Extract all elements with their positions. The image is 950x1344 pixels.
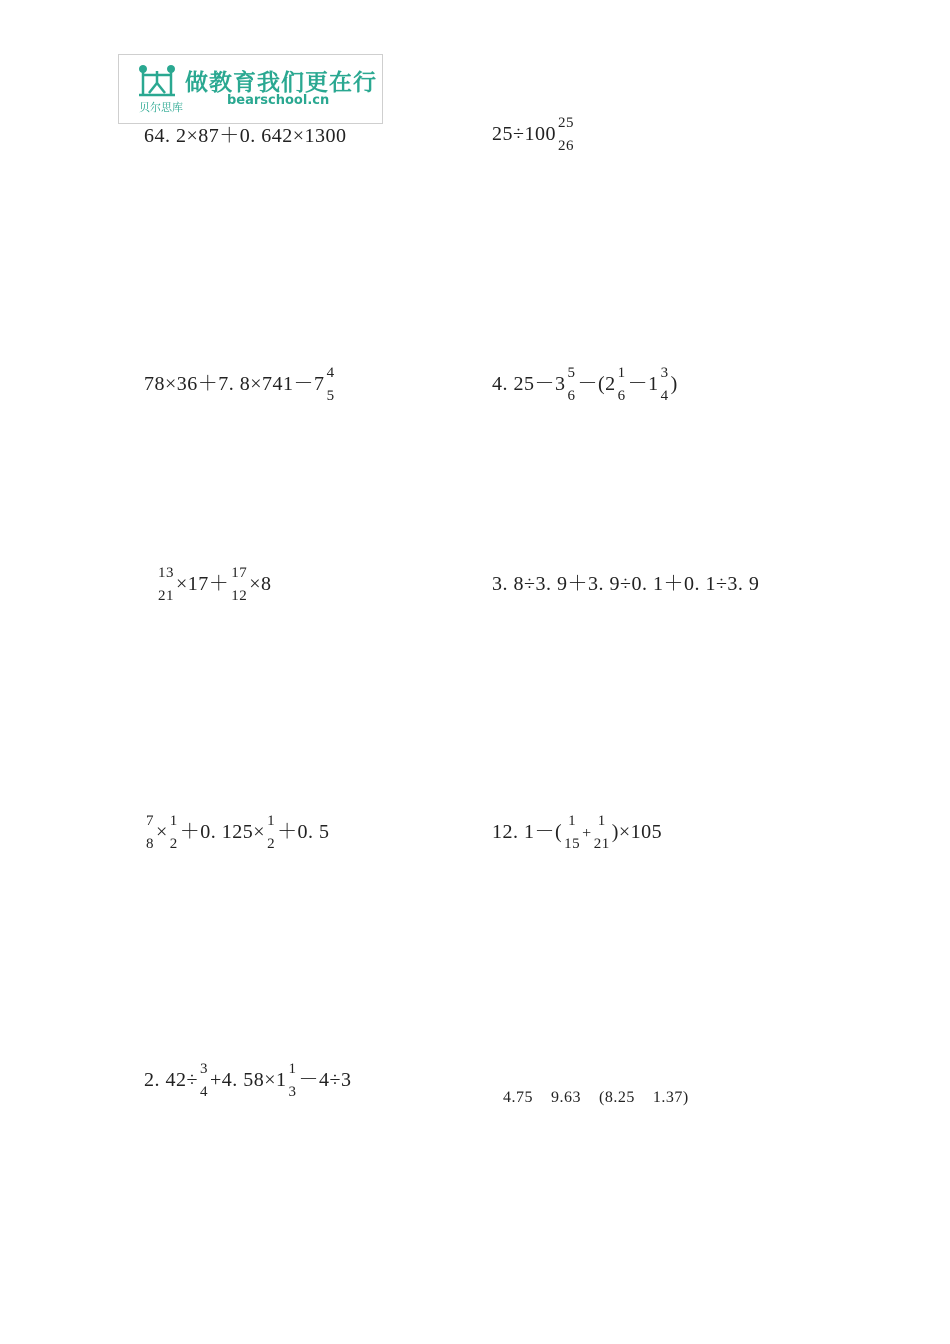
fraction	[564, 810, 580, 857]
problem-text: +4. 58×1	[209, 1068, 287, 1091]
problem-text: )	[670, 372, 678, 395]
problem-1	[144, 126, 347, 146]
problem-text: ＋0. 5	[277, 820, 330, 843]
denominator: 4	[199, 1084, 208, 1101]
fraction	[594, 810, 610, 857]
fraction	[568, 362, 576, 409]
denominator: 12	[231, 588, 248, 605]
logo-name: 贝尔思库	[139, 101, 183, 114]
numerator: 3	[660, 365, 669, 381]
problem-text: 12. 1－(	[492, 820, 563, 843]
problem-text: 4.75 9.63 (8.25 1.37)	[503, 1089, 689, 1106]
problem-text: ×17＋	[176, 572, 230, 595]
denominator: 3	[288, 1084, 297, 1101]
problem-text: －(2	[577, 372, 616, 395]
denominator: 26	[557, 138, 574, 155]
numerator: 1	[597, 813, 606, 829]
fraction	[661, 362, 669, 409]
fraction	[231, 562, 247, 609]
numerator: 5	[567, 365, 576, 381]
denominator: 5	[326, 388, 335, 405]
fraction	[267, 810, 275, 857]
fraction	[327, 362, 335, 409]
logo	[118, 54, 383, 124]
problem-text: ×8	[249, 572, 272, 595]
problem-2	[492, 112, 576, 159]
problem-text: 64. 2×87＋0. 642×1300	[144, 125, 347, 147]
denominator: 2	[267, 836, 276, 853]
fraction	[200, 1058, 208, 1105]
logo-url: bearschool.cn	[227, 93, 330, 108]
problem-10	[494, 1074, 689, 1106]
denominator: 6	[567, 388, 576, 405]
problem-5	[156, 562, 272, 609]
denominator: 21	[593, 836, 610, 853]
bear-school-logo-icon	[137, 63, 177, 103]
fraction	[618, 362, 626, 409]
problem-text: 25÷100	[492, 122, 556, 145]
problem-text: ×	[156, 820, 168, 843]
fraction	[289, 1058, 297, 1105]
fraction	[146, 810, 154, 857]
numerator: 25	[557, 115, 574, 131]
numerator: 1	[288, 1061, 297, 1077]
problem-text: +	[582, 824, 592, 842]
logo-slogan: 做教育我们更在行	[185, 70, 377, 96]
problem-3	[144, 362, 337, 409]
problem-text: )×105	[611, 820, 663, 843]
numerator: 4	[326, 365, 335, 381]
numerator: 1	[169, 813, 178, 829]
denominator: 8	[146, 836, 154, 853]
denominator: 4	[660, 388, 669, 405]
denominator: 15	[564, 836, 581, 853]
problem-9	[144, 1058, 352, 1105]
problem-text: 78×36＋7. 8×741－7	[144, 372, 325, 395]
numerator: 17	[231, 565, 248, 581]
numerator: 13	[158, 565, 174, 581]
numerator: 7	[146, 813, 154, 829]
denominator: 21	[158, 588, 174, 605]
fraction	[558, 112, 574, 159]
fraction	[158, 562, 174, 609]
problem-text: ＋0. 125×	[179, 820, 266, 843]
numerator: 1	[267, 813, 276, 829]
problem-text: －1	[627, 372, 659, 395]
problem-7	[144, 810, 330, 857]
numerator: 3	[199, 1061, 208, 1077]
denominator: 2	[169, 836, 178, 853]
numerator: 1	[617, 365, 626, 381]
problem-text: 2. 42÷	[144, 1068, 198, 1091]
problem-6	[492, 574, 759, 594]
problem-text: 3. 8÷3. 9＋3. 9÷0. 1＋0. 1÷3. 9	[492, 573, 760, 595]
numerator: 1	[568, 813, 577, 829]
problem-4	[492, 362, 678, 409]
problem-text: －4÷3	[298, 1068, 352, 1091]
denominator: 6	[617, 388, 626, 405]
fraction	[170, 810, 178, 857]
problem-8	[492, 810, 662, 857]
problem-text: 4. 25－3	[492, 372, 566, 395]
